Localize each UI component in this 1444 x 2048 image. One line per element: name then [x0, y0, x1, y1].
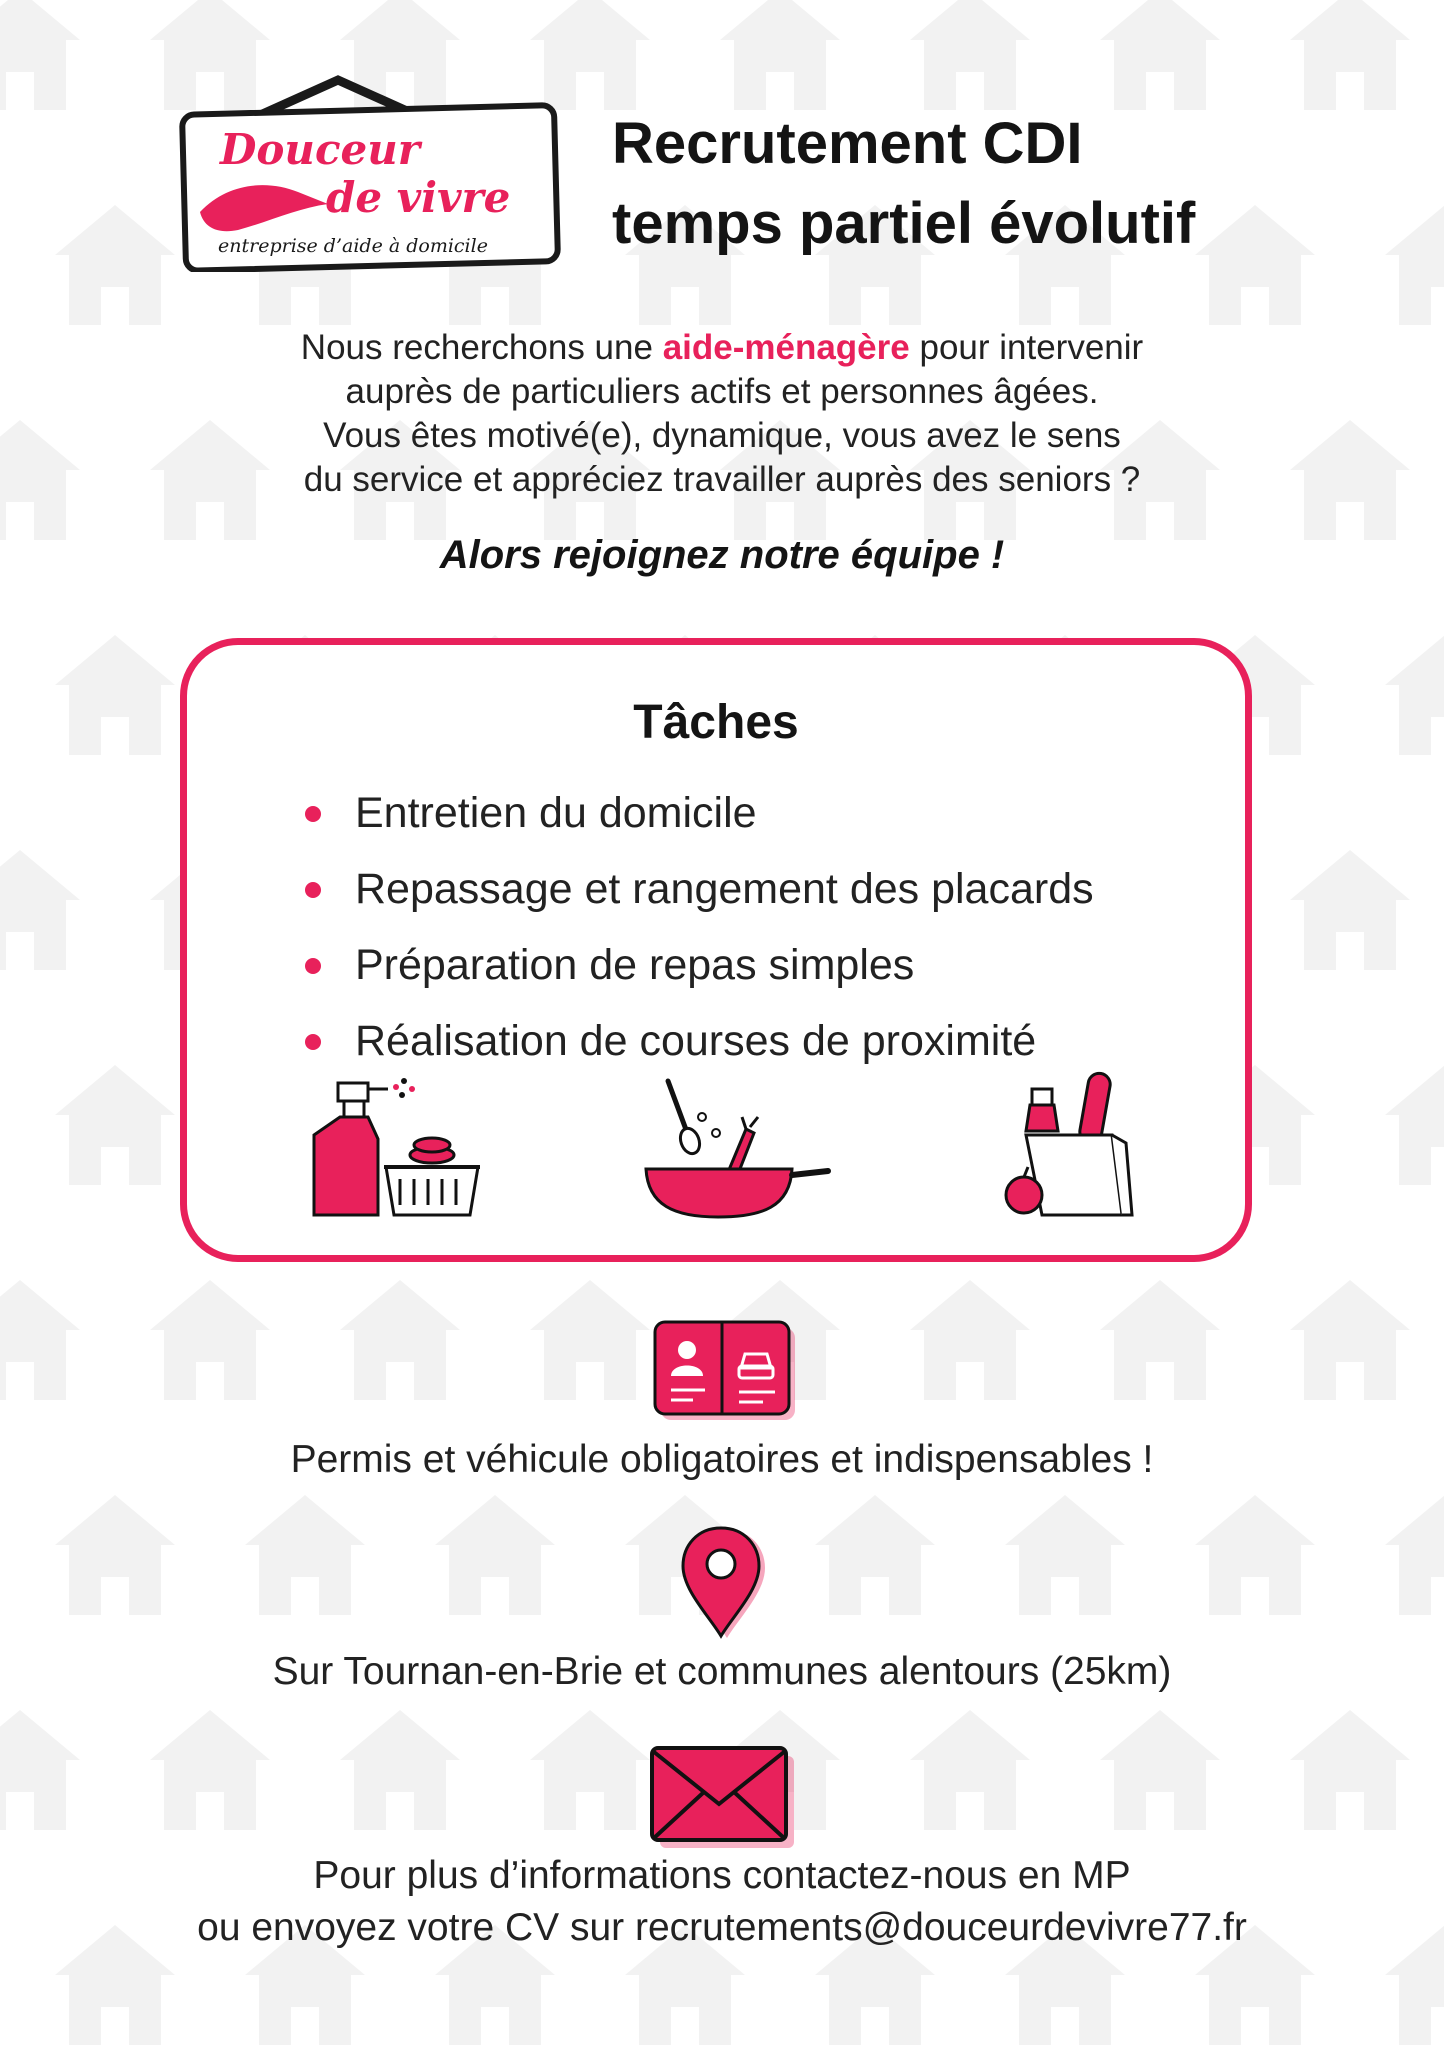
house-watermark-icon — [1290, 1280, 1410, 1400]
cooking-pan-icon — [642, 1077, 832, 1222]
house-watermark-icon — [1385, 635, 1444, 755]
intro-line-1-after: pour intervenir — [909, 328, 1144, 367]
intro-line-1-before: Nous recherchons une — [300, 328, 663, 367]
house-watermark-icon — [815, 1495, 935, 1615]
house-watermark-icon — [1290, 0, 1410, 110]
house-watermark-icon — [1385, 1925, 1444, 2045]
house-watermark-icon — [1100, 0, 1220, 110]
list-item — [305, 1003, 1094, 1079]
house-watermark-icon — [910, 1710, 1030, 1830]
page-header — [612, 104, 1412, 264]
house-watermark-icon — [245, 1495, 365, 1615]
location-text: Sur Tournan-en-Brie et communes alentours (25km) — [272, 1650, 1172, 1693]
task-label: Entretien du domicile — [355, 789, 757, 837]
header-title-line1: Recrutement CDI — [612, 111, 1083, 176]
job-title-highlight: aide-ménagère — [662, 328, 910, 367]
logo-text-douceur: Douceur — [220, 125, 420, 174]
location-pin-icon — [679, 1526, 769, 1644]
house-watermark-icon — [1385, 1065, 1444, 1185]
house-watermark-icon — [1290, 850, 1410, 970]
house-watermark-icon — [0, 850, 80, 970]
house-watermark-icon — [530, 1710, 650, 1830]
house-watermark-icon — [0, 420, 80, 540]
tasks-title: Tâches — [633, 696, 799, 749]
house-watermark-icon — [55, 1495, 175, 1615]
list-item — [305, 927, 1094, 1003]
intro-line-3: Vous êtes motivé(e), dynamique, vous avez le sens — [323, 416, 1121, 455]
house-watermark-icon — [340, 1710, 460, 1830]
grocery-bag-icon — [1002, 1071, 1152, 1221]
house-watermark-icon — [1100, 1710, 1220, 1830]
house-watermark-icon — [1100, 1280, 1220, 1400]
house-watermark-icon — [1005, 1495, 1125, 1615]
company-logo — [178, 72, 563, 272]
list-item — [305, 851, 1094, 927]
bullet-icon — [305, 882, 321, 898]
house-watermark-icon — [1195, 1495, 1315, 1615]
house-watermark-icon — [55, 635, 175, 755]
task-list — [305, 775, 1094, 1079]
house-watermark-icon — [150, 1280, 270, 1400]
house-watermark-icon — [910, 0, 1030, 110]
task-label: Repassage et rangement des placards — [355, 865, 1094, 913]
laundry-basket-icon — [384, 1138, 480, 1215]
house-watermark-icon — [340, 1280, 460, 1400]
house-watermark-icon — [1290, 1710, 1410, 1830]
house-watermark-icon — [55, 1065, 175, 1185]
call-to-action: Alors rejoignez notre équipe ! — [439, 533, 1005, 577]
bullet-icon — [305, 1034, 321, 1050]
task-label: Préparation de repas simples — [355, 941, 915, 989]
house-watermark-icon — [1385, 1495, 1444, 1615]
intro-line-1 — [100, 326, 1344, 370]
house-watermark-icon — [720, 0, 840, 110]
contact-line-1: Pour plus d’informations contactez-nous en MP — [313, 1854, 1131, 1897]
house-watermark-icon — [435, 1495, 555, 1615]
bullet-icon — [305, 958, 321, 974]
house-watermark-icon — [0, 1710, 80, 1830]
intro-section — [100, 326, 1344, 580]
house-watermark-icon — [55, 205, 175, 325]
list-item — [305, 775, 1094, 851]
logo-tagline: entreprise d’aide à domicile — [218, 235, 488, 257]
license-requirement-text: Permis et véhicule obligatoires et indispensables ! — [290, 1438, 1154, 1481]
envelope-icon — [650, 1744, 798, 1852]
tasks-box — [180, 638, 1252, 1262]
header-title-line2: temps partiel évolutif — [612, 191, 1196, 256]
house-watermark-icon — [530, 1280, 650, 1400]
intro-line-4: du service et appréciez travailler auprès des seniors ? — [303, 460, 1141, 499]
cleaning-icon — [300, 1075, 490, 1220]
house-watermark-icon — [0, 0, 80, 110]
driving-license-icon — [653, 1320, 799, 1422]
house-watermark-icon — [0, 1280, 80, 1400]
task-label: Réalisation de courses de proximité — [355, 1017, 1037, 1065]
intro-line-2: auprès de particuliers actifs et personnes âgées. — [345, 372, 1099, 411]
contact-line-2: ou envoyez votre CV sur recrutements@douceurdevivre77.fr — [197, 1906, 1247, 1949]
house-watermark-icon — [910, 1280, 1030, 1400]
logo-text-de-vivre: de vivre — [326, 173, 511, 222]
house-watermark-icon — [150, 1710, 270, 1830]
bullet-icon — [305, 806, 321, 822]
